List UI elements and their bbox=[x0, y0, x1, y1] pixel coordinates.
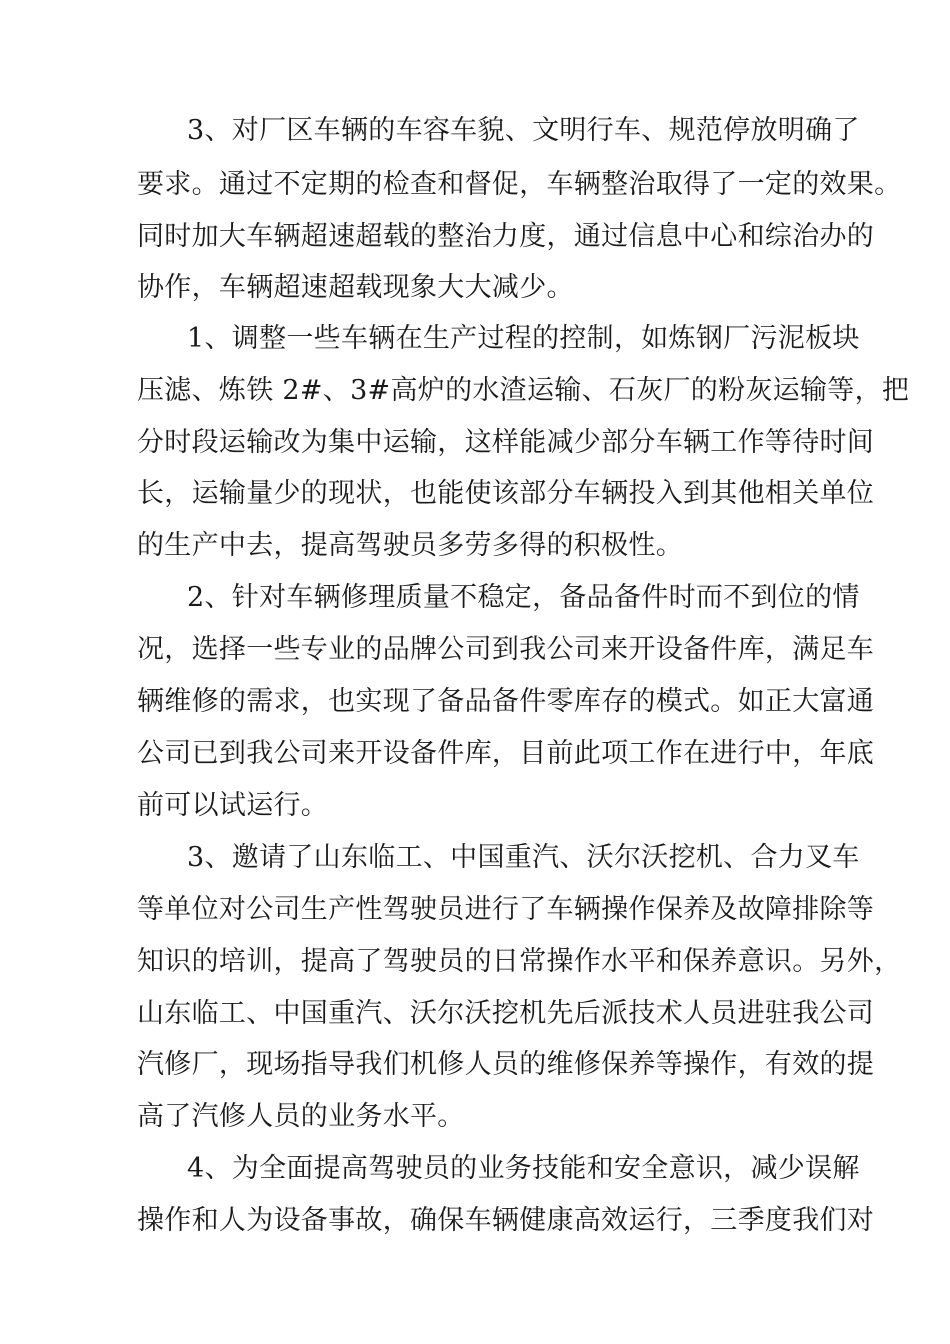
paragraph-2-line-5: 的生产中去，提高驾驶员多劳多得的积极性。 bbox=[137, 530, 683, 561]
paragraph-1-line-3: 同时加大车辆超速超载的整治力度，通过信息中心和综治办的 bbox=[137, 221, 875, 252]
paragraph-1-line-1: 3、对厂区车辆的车容车貌、文明行车、规范停放明确了 bbox=[187, 115, 860, 146]
paragraph-2-line-2: 压滤、炼铁 2#、3#高炉的水渣运输、石灰厂的粉灰运输等，把 bbox=[137, 375, 910, 406]
paragraph-1-line-4: 协作，车辆超速超载现象大大减少。 bbox=[137, 272, 574, 303]
paragraph-4-line-5: 汽修厂，现场指导我们机修人员的维修保养等操作，有效的提 bbox=[137, 1049, 875, 1080]
paragraph-4-line-6: 高了汽修人员的业务水平。 bbox=[137, 1101, 465, 1132]
paragraph-4-line-1: 3、邀请了山东临工、中国重汽、沃尔沃挖机、合力叉车 bbox=[187, 842, 860, 873]
paragraph-4-line-2: 等单位对公司生产性驾驶员进行了车辆操作保养及故障排除等 bbox=[137, 894, 875, 925]
paragraph-2-line-3: 分时段运输改为集中运输，这样能减少部分车辆工作等待时间 bbox=[137, 427, 875, 458]
paragraph-1-line-2: 要求。通过不定期的检查和督促，车辆整治取得了一定的效果。 bbox=[137, 169, 902, 200]
paragraph-3-line-4: 公司已到我公司来开设备件库，目前此项工作在进行中，年底 bbox=[137, 738, 875, 769]
paragraph-3-line-5: 前可以试运行。 bbox=[137, 790, 329, 821]
paragraph-5-line-2: 操作和人为设备事故，确保车辆健康高效运行，三季度我们对 bbox=[137, 1205, 875, 1236]
paragraph-3-line-2: 况，选择一些专业的品牌公司到我公司来开设备件库，满足车 bbox=[137, 634, 875, 665]
paragraph-4-line-3: 知识的培训，提高了驾驶员的日常操作水平和保养意识。另外， bbox=[137, 946, 902, 977]
paragraph-5-line-1: 4、为全面提高驾驶员的业务技能和安全意识，减少误解 bbox=[187, 1153, 860, 1184]
paragraph-4-line-4: 山东临工、中国重汽、沃尔沃挖机先后派技术人员进驻我公司 bbox=[137, 998, 875, 1029]
paragraph-2-line-4: 长，运输量少的现状，也能使该部分车辆投入到其他相关单位 bbox=[137, 478, 875, 509]
paragraph-2-line-1: 1、调整一些车辆在生产过程的控制，如炼钢厂污泥板块 bbox=[187, 323, 860, 354]
paragraph-3-line-3: 辆维修的需求，也实现了备品备件零库存的模式。如正大富通 bbox=[137, 686, 875, 717]
paragraph-3-line-1: 2、针对车辆修理质量不稳定，备品备件时而不到位的情 bbox=[187, 582, 860, 613]
